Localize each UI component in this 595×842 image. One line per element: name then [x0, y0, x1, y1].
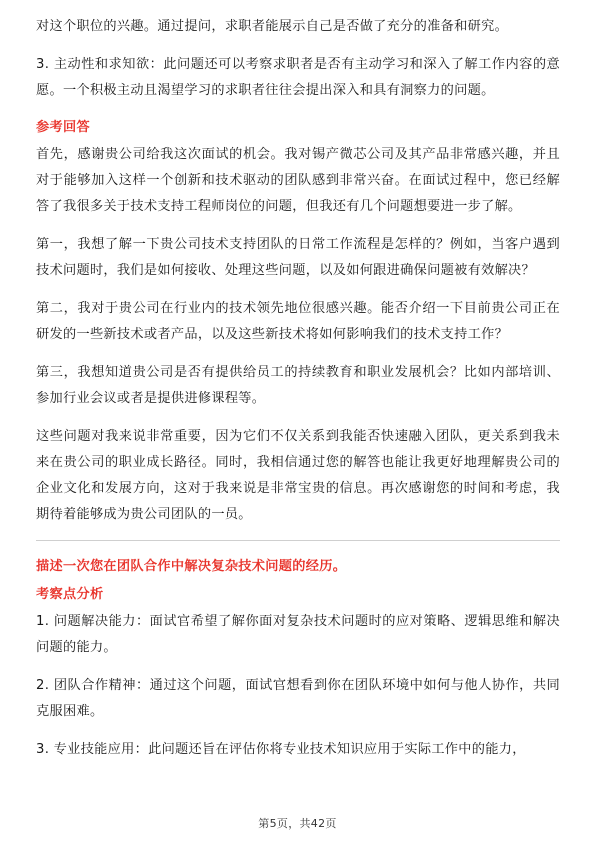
answer-heading: 参考回答 — [36, 120, 90, 135]
page-content — [36, 14, 560, 775]
page-number-footer: 第5页，共42页 — [258, 817, 337, 830]
question-title: 描述一次您在团队合作中解决复杂技术问题的经历。 — [36, 559, 347, 574]
analysis-heading: 考察点分析 — [36, 587, 104, 602]
answer-paragraph-1: 首先，感谢贵公司给我这次面试的机会。我对锡产微芯公司及其产品非常感兴趣，并且对于能够加入这样一个创新和技术驱动的团队感到非常兴奋。在面试过程中，您已经解答了我很多关于技术支持工程师岗位的问题，但我还有几个问题想要进一步了解。 — [36, 147, 560, 214]
answer-paragraph-3: 第二，我对于贵公司在行业内的技术领先地位很感兴趣。能否介绍一下目前贵公司正在研发的一些新技术或者产品，以及这些新技术将如何影响我们的技术支持工作？ — [36, 301, 560, 342]
section-divider — [36, 540, 560, 541]
intro-fragment: 对这个职位的兴趣。通过提问，求职者能展示自己是否做了充分的准备和研究。 — [36, 19, 509, 34]
analysis-point-3: 3. 专业技能应用：此问题还旨在评估你将专业技术知识应用于实际工作中的能力， — [36, 742, 526, 757]
answer-paragraph-5: 这些问题对我来说非常重要，因为它们不仅关系到我能否快速融入团队，更关系到我未来在贵公司的职业成长路径。同时，我相信通过您的解答也能让我更好地理解贵公司的企业文化和发展方向，这对于我来说是非常宝贵的信息。再次感谢您的时间和考虑，我期待着能够成为贵公司团队的一员。 — [36, 429, 560, 522]
analysis-point-2: 2. 团队合作精神：通过这个问题，面试官想看到你在团队环境中如何与他人协作，共同克服困难。 — [36, 678, 560, 719]
answer-paragraph-2: 第一，我想了解一下贵公司技术支持团队的日常工作流程是怎样的？例如，当客户遇到技术问题时，我们是如何接收、处理这些问题，以及如何跟进确保问题被有效解决？ — [36, 237, 560, 278]
answer-paragraph-4: 第三，我想知道贵公司是否有提供给员工的持续教育和职业发展机会？比如内部培训、参加行业会议或者是提供进修课程等。 — [36, 365, 560, 406]
analysis-point-1: 1. 问题解决能力：面试官希望了解你面对复杂技术问题时的应对策略、逻辑思维和解决问题的能力。 — [36, 614, 560, 655]
intro-point-3: 3. 主动性和求知欲：此问题还可以考察求职者是否有主动学习和深入了解工作内容的意愿。一个积极主动且渴望学习的求职者往往会提出深入和具有洞察力的问题。 — [36, 57, 560, 98]
